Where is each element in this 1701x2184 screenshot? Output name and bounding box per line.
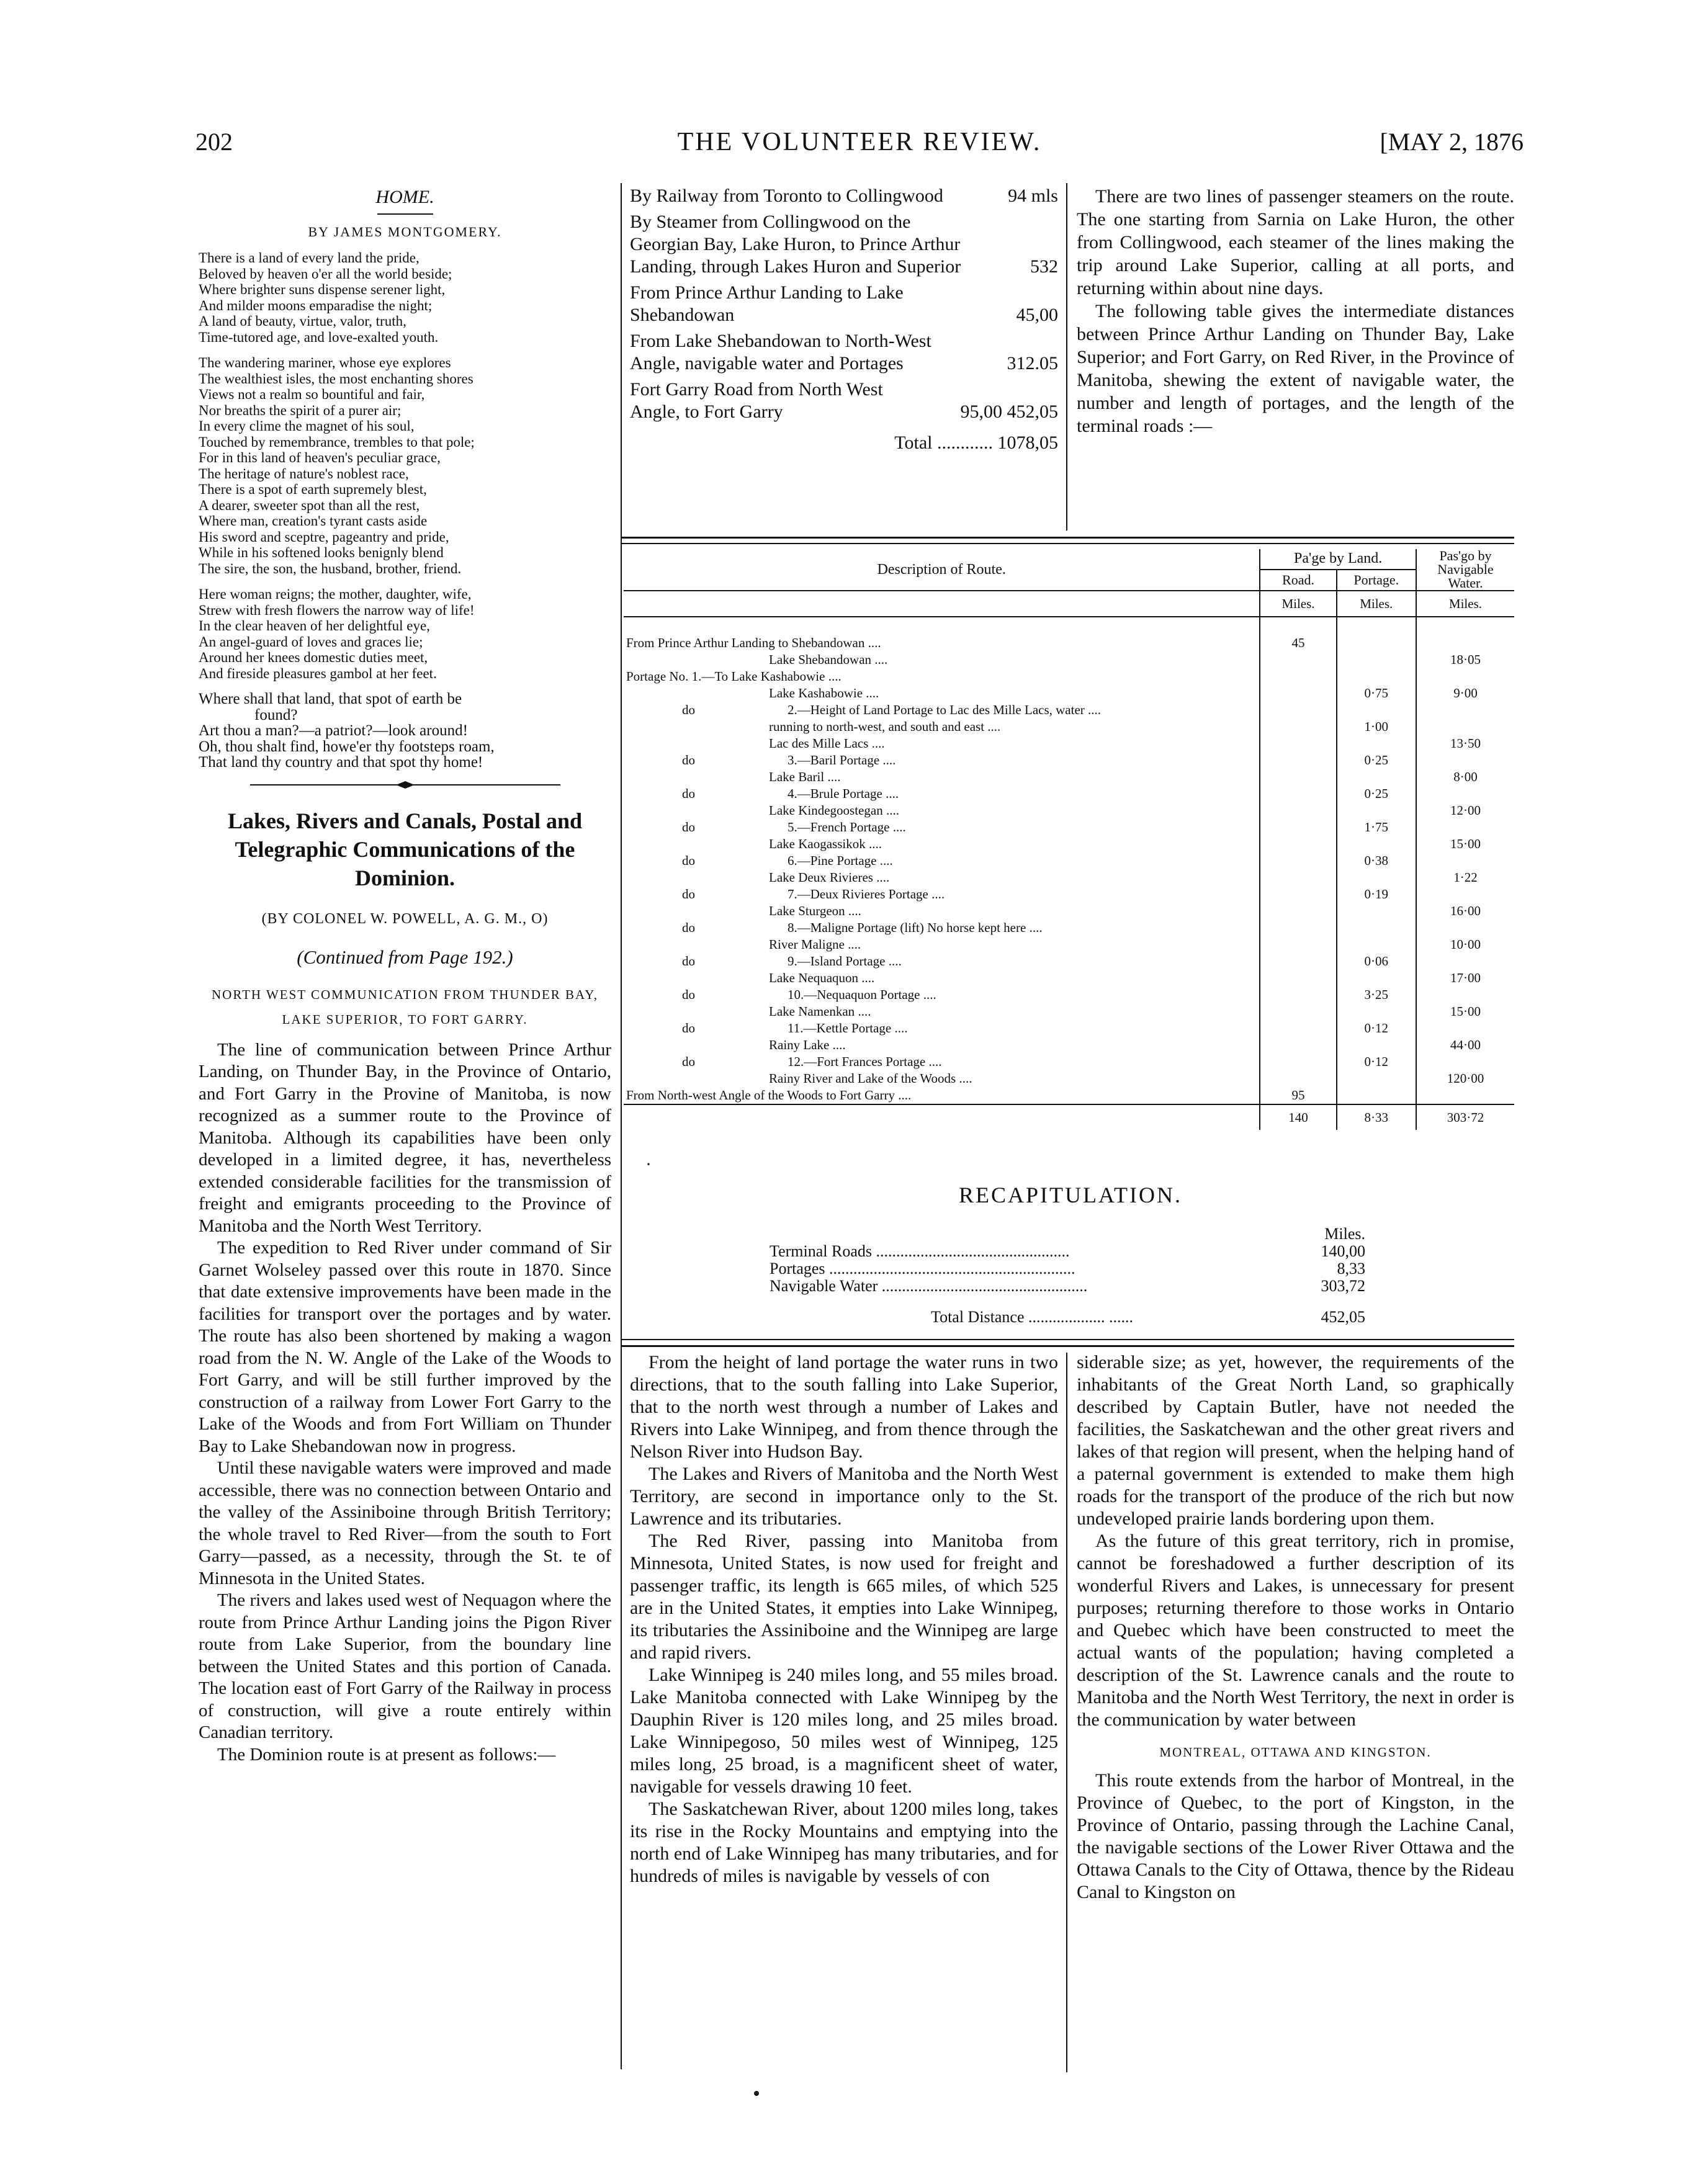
poem-stanza: Where shall that land, that spot of earth be found? Art thou a man?—a patriot?—look around! Oh, thou shalt find, howe'er thy footsteps roam, That land thy country and that spot thy home! [199,691,495,771]
route-row [624,769,1514,785]
route-road [1260,785,1336,802]
route-portage [1337,735,1416,752]
recap-row: Navigable Water ................................................... 303,72 [770,1277,1365,1295]
route-portage [1337,1037,1416,1054]
route-road [1260,987,1336,1003]
route-portage [1337,920,1416,936]
recapitulation [770,1225,1365,1326]
route-description: Lake Nequaquon .... [769,970,875,985]
divider [377,213,433,215]
route-road [1260,702,1336,718]
paragraph: The Lakes and Rivers of Manitoba and the North West Territory, are second in importance only to the St. Lawrence and its tributaries. [630,1464,1058,1529]
route-road [1260,853,1336,869]
route-road [1260,1037,1336,1054]
table-top-rule [621,537,1514,539]
route-description: do 6.—Pine Portage .... [682,853,893,868]
unit-portage: Miles. [1337,591,1416,617]
route-road [1260,651,1336,668]
route-description: Rainy Lake .... [769,1037,846,1052]
route-row [624,920,1514,936]
route-portage [1337,651,1416,668]
route-portage: 1·75 [1337,819,1416,836]
route-portage [1337,903,1416,920]
route-row [624,668,1514,685]
route-portage [1337,1087,1416,1104]
route-water: 120·00 [1416,1070,1514,1087]
route-portage: 0·19 [1337,886,1416,903]
route-description: Lac des Mille Lacs .... [769,736,885,751]
route-description: do 2.—Height of Land Portage to Lac des Mille Lacs, water .... [682,702,1102,717]
route-water [1416,1054,1514,1070]
route-row [624,1054,1514,1070]
column-3-top [1077,185,1514,437]
route-description: Lake Sturgeon .... [769,903,861,918]
route-portage [1337,970,1416,987]
route-water: 16·00 [1416,903,1514,920]
poem-stanza: The wandering mariner, whose eye explores The wealthiest isles, the most enchanting shores Views not a realm so bountiful and fair, Nor breaths the spirit of a purer air; In every clime the magnet of his soul, Touched by remembrance, trembles to that pole; For in this land of heaven's peculiar grace, The heritage of nature's noblest race, There is a spot of earth supremely blest, A dearer, sweeter spot than all the rest, Where man, creation's tyrant casts aside His sword and sceptre, pageantry and pride, While in his softened looks benignly blend The sire, the son, the husband, brother, friend. [199,355,475,576]
route-road [1260,1020,1336,1037]
route-row [624,685,1514,702]
recap-row: Terminal Roads ................................................ 140,00 [770,1242,1365,1260]
route-portage [1337,936,1416,953]
route-water: 13·50 [1416,735,1514,752]
ornamental-rule [250,781,560,789]
route-water [1416,819,1514,836]
route-row [624,970,1514,987]
route-road [1260,1054,1336,1070]
route-water: 15·00 [1416,1003,1514,1020]
col-header-land: Pa'ge by Land. [1260,549,1416,570]
issue-date: [MAY 2, 1876 [1380,128,1524,156]
poem-stanza: There is a land of every land the pride, Beloved by heaven o'er all the world beside; Where brighter suns dispense serener light, And milder moons emparadise the night; A land of beauty, virtue, valor, truth, Time-tutored age, and love-exalted youth. [199,250,452,345]
route-water [1416,1087,1514,1104]
route-description: running to north-west, and south and east .... [769,719,1001,734]
route-description: Lake Kindegoostegan .... [769,803,899,818]
route-row [624,987,1514,1003]
route-water: 17·00 [1416,970,1514,987]
route-description: River Maligne .... [769,937,861,952]
route-water [1416,635,1514,651]
newspaper-title: THE VOLUNTEER REVIEW. [677,128,1042,156]
route-description: do 8.—Maligne Portage (lift) No horse kept here .... [682,920,1043,935]
route-row [624,718,1514,735]
route-portage: 0·12 [1337,1020,1416,1037]
route-portage: 0·06 [1337,953,1416,970]
route-water [1416,953,1514,970]
route-row [624,903,1514,920]
route-row [624,1037,1514,1054]
route-row [624,752,1514,769]
route-portage: 1·00 [1337,718,1416,735]
route-portage [1337,769,1416,785]
distance-list [630,185,1058,454]
table-top-rule [621,543,1514,544]
paragraph: The following table gives the intermediate distances between Prince Arthur Landing on Thunder Bay, Lake Superior; and Fort Garry, on Red River, in the Province of Manitoba, shewing the extent of navigable water, the number and length of portages, and the length of the terminal roads :— [1077,301,1514,436]
route-road [1260,685,1336,702]
route-water [1416,886,1514,903]
route-portage: 0·75 [1337,685,1416,702]
poem-byline: BY JAMES MONTGOMERY. [308,223,502,239]
poem-body [199,250,611,771]
route-row [624,651,1514,668]
route-description: do 11.—Kettle Portage .... [682,1021,908,1036]
route-water [1416,718,1514,735]
route-road [1260,869,1336,886]
route-road [1260,819,1336,836]
column-rule [1066,183,1067,530]
route-road [1260,1003,1336,1020]
paragraph: siderable size; as yet, however, the requirements of the inhabitants of the Great North Land, so graphically described by Captain Butler, have not needed the facilities, the Saskatchewan and the other great rivers and lakes of that region will present, when the helping hand of a paternal government is extended to make them high roads for the transport of the produce of the rich but now undeveloped prairie lands bordering upon them. [1077,1352,1514,1529]
unit-water: Miles. [1416,591,1514,617]
total-road: 140 [1260,1104,1336,1130]
column-3-bottom [1077,1351,1514,1904]
paragraph: The Saskatchewan River, about 1200 miles long, takes its rise in the Rocky Mountains and emptying into the north end of Lake Winnipeg has many tributaries, and for hundreds of miles is navigable by vessels of con [630,1799,1058,1886]
route-description: Portage No. 1.—To Lake Kashabowie .... [626,669,842,684]
paragraph: The Dominion route is at present as follows:— [217,1744,556,1765]
route-water: 8·00 [1416,769,1514,785]
route-row [624,953,1514,970]
route-row [624,869,1514,886]
distance-total: Total ............ 1078,05 [894,432,1058,453]
route-table [624,549,1514,1130]
paragraph: The rivers and lakes used west of Nequagon where the route from Prince Arthur Landing joins the Pigon River route from Lake Superior, from the boundary line between the United States and this portion of Canada. The location east of Fort Garry of the Railway in process of construction, will give a route entirely within Canadian territory. [199,1590,611,1742]
route-road [1260,886,1336,903]
route-portage [1337,668,1416,685]
route-portage [1337,869,1416,886]
route-water: 10·00 [1416,936,1514,953]
paragraph: There are two lines of passenger steamers on the route. The one starting from Sarnia on Lake Huron, the other from Collingwood, each steamer of the lines making the trip around Lake Superior, calling at all ports, and returning within about nine days. [1077,186,1514,298]
route-road: 95 [1260,1087,1336,1104]
route-row [624,853,1514,869]
route-road [1260,1070,1336,1087]
column-rule-left [621,183,622,2069]
paragraph: From the height of land portage the water runs in two directions, that to the south falling into Lake Superior, that to the north west through a number of Lakes and Rivers into Lake Winnipeg, and from thence through the Nelson River into Hudson Bay. [630,1352,1058,1462]
paragraph: As the future of this great territory, rich in promise, cannot be foreshadowed a further description of its wonderful Rivers and Lakes, is unnecessary for present purposes; returning therefore to those works in Ontario and Quebec which have been constructed to meet the actual wants of the population; having completed a description of the St. Lawrence canals and the route to Manitoba and the North West Territory, the next in order is the communication by water between [1077,1531,1514,1730]
route-row [624,702,1514,718]
col-header-road: Road. [1260,570,1336,591]
route-description: Lake Baril .... [769,769,841,784]
route-water: 18·05 [1416,651,1514,668]
paragraph: Lake Winnipeg is 240 miles long, and 55 miles broad. Lake Manitoba connected with Lake Winnipeg by the Dauphin River is 120 miles long, and 25 miles broad. Lake Winnipegoso, 50 miles west of Winnipeg, 125 miles long, 25 broad, is a magnificent sheet of water, navigable for vessels drawing 10 feet. [630,1665,1058,1797]
route-portage [1337,802,1416,819]
table-tick-mark: · [645,1154,652,1175]
poem-stanza: Here woman reigns; the mother, daughter, wife, Strew with fresh flowers the narrow way of life! In the clear heaven of her delightful eye, An angel-guard of loves and graces lie; Around her knees domestic duties meet, And fireside pleasures gambol at her feet. [199,586,475,681]
route-row [624,802,1514,819]
route-water [1416,752,1514,769]
route-road [1260,769,1336,785]
route-row [624,886,1514,903]
route-description: From Prince Arthur Landing to Shebandowan .... [626,635,881,650]
page-header [195,127,1524,164]
paragraph: Until these navigable waters were improved and made accessible, there was no connection between Ontario and the valley of the Assiniboine through British Territory; the whole travel to Red River—from the south to Fort Garry—passed, as a necessity, through the St. te of Minnesota in the United States. [199,1458,611,1588]
route-description: Lake Shebandowan .... [769,652,888,667]
route-description: Lake Namenkan .... [769,1004,871,1019]
route-description: From North-west Angle of the Woods to Fort Garry .... [626,1088,912,1103]
route-description: Lake Kaogassikok .... [769,836,882,851]
route-portage [1337,836,1416,853]
route-portage [1337,1070,1416,1087]
route-water: 44·00 [1416,1037,1514,1054]
route-road [1260,735,1336,752]
route-portage: 3·25 [1337,987,1416,1003]
print-speck [754,2091,759,2096]
route-water [1416,853,1514,869]
article-author: (BY COLONEL W. POWELL, A. G. M., O) [261,910,549,927]
distance-row: By Railway from Toronto to Collingwood 94 mls [630,186,1058,206]
page-number: 202 [195,128,233,156]
poem-title: HOME. [375,187,434,207]
route-water [1416,702,1514,718]
column-rule [1066,1353,1067,2072]
recapitulation-title: RECAPITULATION. [959,1183,1182,1207]
section-subhead: NORTH WEST COMMUNICATION FROM THUNDER BAY, LAKE SUPERIOR, TO FORT GARRY. [212,987,598,1027]
route-description: do 3.—Baril Portage .... [682,753,896,768]
route-portage: 0·25 [1337,785,1416,802]
route-water: 9·00 [1416,685,1514,702]
table-bottom-rule [621,1339,1514,1340]
route-row [624,1070,1514,1087]
continued-note: (Continued from Page 192.) [297,946,513,968]
route-portage: 0·25 [1337,752,1416,769]
route-portage: 0·12 [1337,1054,1416,1070]
route-road [1260,920,1336,936]
route-description: do 5.—French Portage .... [682,820,906,835]
route-road: 45 [1260,635,1336,651]
route-row [624,1020,1514,1037]
route-row [624,836,1514,853]
distance-row: By Steamer from Collingwood on the Georgian Bay, Lake Huron, to Prince Arthur Landing, through Lakes Huron and Superior 532 [630,212,1058,277]
route-water [1416,987,1514,1003]
route-description: do 9.—Island Portage .... [682,954,902,969]
route-portage [1337,635,1416,651]
route-road [1260,836,1336,853]
route-row [624,635,1514,651]
distance-row: From Lake Shebandowan to North-West Angle, navigable water and Portages 312.05 [630,331,1058,374]
route-row [624,785,1514,802]
route-water [1416,1020,1514,1037]
route-road [1260,903,1336,920]
recap-total: Total Distance ................... ...... 452,05 [931,1308,1365,1326]
route-portage [1337,702,1416,718]
route-water: 15·00 [1416,836,1514,853]
route-road [1260,936,1336,953]
route-water [1416,920,1514,936]
route-water: 1·22 [1416,869,1514,886]
route-water: 12·00 [1416,802,1514,819]
route-row [624,1087,1514,1104]
col-header-portage: Portage. [1337,570,1416,591]
paragraph: The expedition to Red River under command of Sir Garnet Wolseley passed over this route in 1870. Since that date extensive improvements have been made in the facilities for transport over the portages and by water. The route has also been shortened by making a wagon road from the N. W. Angle of the Lake of the Woods to Fort Garry, and will be still further improved by the construction of a railway from Lower Fort Garry to the Lake of the Woods and from Fort William on Thunder Bay to Lake Shebandowan now in progress. [199,1238,611,1456]
route-description: Lake Kashabowie .... [769,686,879,700]
unit-road: Miles. [1260,591,1336,617]
article-title: Lakes, Rivers and Canals, Postal and Telegraphic Communications of the Dominion. [227,808,583,890]
route-road [1260,668,1336,685]
route-water [1416,785,1514,802]
route-road [1260,752,1336,769]
col-header-water: Pas'go by Navigable Water. [1416,549,1514,591]
route-description: do 10.—Nequaquon Portage .... [682,987,936,1002]
route-road [1260,970,1336,987]
col-header-description: Description of Route. [877,561,1006,578]
column-1 [199,186,611,1766]
route-row [624,819,1514,836]
route-row [624,1003,1514,1020]
route-description: do 7.—Deux Rivieres Portage .... [682,887,945,902]
section-subhead: MONTREAL, OTTAWA AND KINGSTON. [1159,1745,1432,1760]
route-description: do 12.—Fort Frances Portage .... [682,1054,942,1069]
route-road [1260,718,1336,735]
paragraph: The line of communication between Prince Arthur Landing, on Thunder Bay, in the Province of Ontario, and Fort Garry in the Provine of Manitoba, is now recognized as a summer route to the Province of Manitoba. Although its capabilities have been only developed in a limited degree, it has, nevertheless extended considerable facilities for the transmission of freight and emigrants proceeding to the Province of Manitoba and the North West Territory. [199,1039,611,1236]
total-water: 303·72 [1416,1104,1514,1130]
route-road [1260,802,1336,819]
table-bottom-rule [621,1345,1514,1347]
route-description: do 4.—Brule Portage .... [682,786,899,801]
route-row [624,936,1514,953]
distance-row: From Prince Arthur Landing to Lake Shebandowan 45,00 [630,282,1058,325]
route-road [1260,953,1336,970]
total-portage: 8·33 [1337,1104,1416,1130]
column-2-bottom [630,1351,1058,1887]
paragraph: This route extends from the harbor of Montreal, in the Province of Quebec, to the port of Kingston, in the Province of Ontario, passing through the Lachine Canal, the navigable sections of the Lower River Ottawa and the Ottawa Canals to the City of Ottawa, thence by the Rideau Canal to Kingston on [1077,1770,1514,1902]
route-portage: 0·38 [1337,853,1416,869]
route-description: Rainy River and Lake of the Woods .... [769,1071,972,1086]
recap-row: Portages ............................................................. 8,33 [770,1260,1365,1278]
route-water [1416,668,1514,685]
route-row [624,735,1514,752]
distance-row: Fort Garry Road from North West Angle, to Fort Garry 95,00 452,05 [630,379,1058,422]
route-portage [1337,1003,1416,1020]
recap-unit: Miles. [1324,1225,1365,1243]
route-description: Lake Deux Rivieres .... [769,870,890,885]
paragraph: The Red River, passing into Manitoba from Minnesota, United States, is now used for freight and passenger traffic, its length is 665 miles, of which 525 are in the United States, it empties into Lake Winnipeg, its tributaries the Assiniboine and the Winnipeg are large and rapid rivers. [630,1531,1058,1663]
